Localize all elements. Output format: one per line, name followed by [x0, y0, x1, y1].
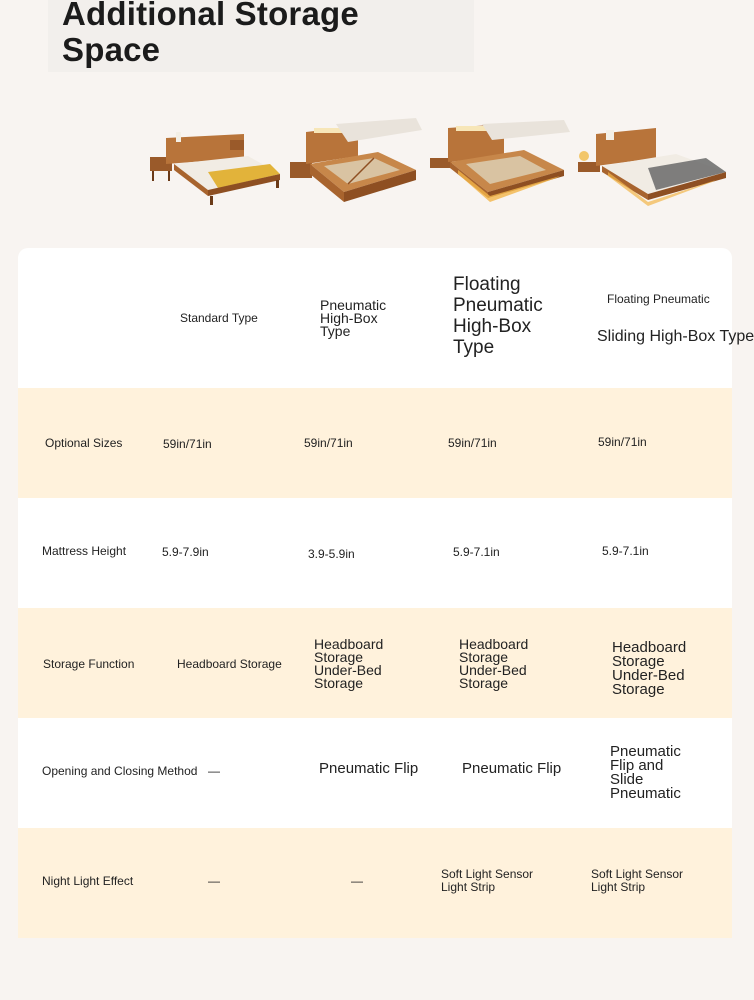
table-row	[18, 608, 732, 718]
table-cell: 5.9-7.1in	[453, 545, 500, 559]
table-cell: —	[351, 874, 363, 888]
table-cell: 59in/71in	[304, 436, 353, 450]
comparison-table	[18, 248, 754, 938]
table-cell: 59in/71in	[163, 437, 212, 451]
floating-sliding-bed-icon	[576, 112, 716, 212]
row-label-mattress-height: Mattress Height	[42, 544, 127, 558]
header-floating-pneumatic-high-box: Floating Pneumatic High-Box Type	[453, 274, 543, 358]
table-header-row	[18, 248, 754, 388]
table-cell: Soft Light Sensor Light Strip	[591, 867, 684, 894]
table-cell: 5.9-7.1in	[602, 544, 649, 558]
row-label-opening-closing-method: Opening and Closing Method	[42, 764, 198, 778]
table-row	[18, 388, 732, 498]
table-cell: Headboard Storage Under-Bed Storage	[459, 636, 529, 691]
table-cell: —	[208, 874, 220, 888]
table-cell: Soft Light Sensor Light Strip	[441, 867, 534, 894]
row-label-night-light-effect: Night Light Effect	[42, 874, 134, 888]
header-pneumatic-high-box: Pneumatic High-Box Type	[320, 297, 387, 339]
table-row	[18, 718, 732, 828]
table-cell: Pneumatic Flip	[319, 760, 419, 777]
table-cell: Headboard Storage Under-Bed Storage	[314, 636, 384, 691]
row-label-storage-function: Storage Function	[43, 657, 135, 671]
floating-pneumatic-bed-icon	[428, 112, 568, 212]
table-cell: 5.9-7.9in	[162, 545, 209, 559]
header-floating-pneumatic: Floating Pneumatic	[607, 292, 710, 306]
table-cell: —	[208, 764, 220, 778]
standard-bed-icon	[148, 112, 288, 212]
page-title-line-2: Space	[62, 31, 161, 68]
table-row	[18, 498, 732, 608]
pneumatic-bed-icon	[288, 112, 428, 212]
table-cell: Headboard Storage	[177, 657, 282, 671]
page-title	[62, 0, 462, 68]
table-cell: Headboard Storage Under-Bed Storage	[612, 639, 687, 698]
header-sliding-high-box: Sliding High-Box Type	[597, 328, 754, 345]
table-cell: Pneumatic Flip	[462, 760, 562, 777]
table-cell: 59in/71in	[448, 436, 497, 450]
page-title-line-1: Additional Storage	[62, 0, 359, 32]
header-standard-type: Standard Type	[180, 311, 258, 325]
table-cell: 59in/71in	[598, 435, 647, 449]
row-label-optional-sizes: Optional Sizes	[45, 436, 123, 450]
table-cell: Pneumatic Flip and Slide Pneumatic	[610, 743, 681, 802]
table-cell: 3.9-5.9in	[308, 547, 355, 561]
table-row	[18, 828, 732, 938]
